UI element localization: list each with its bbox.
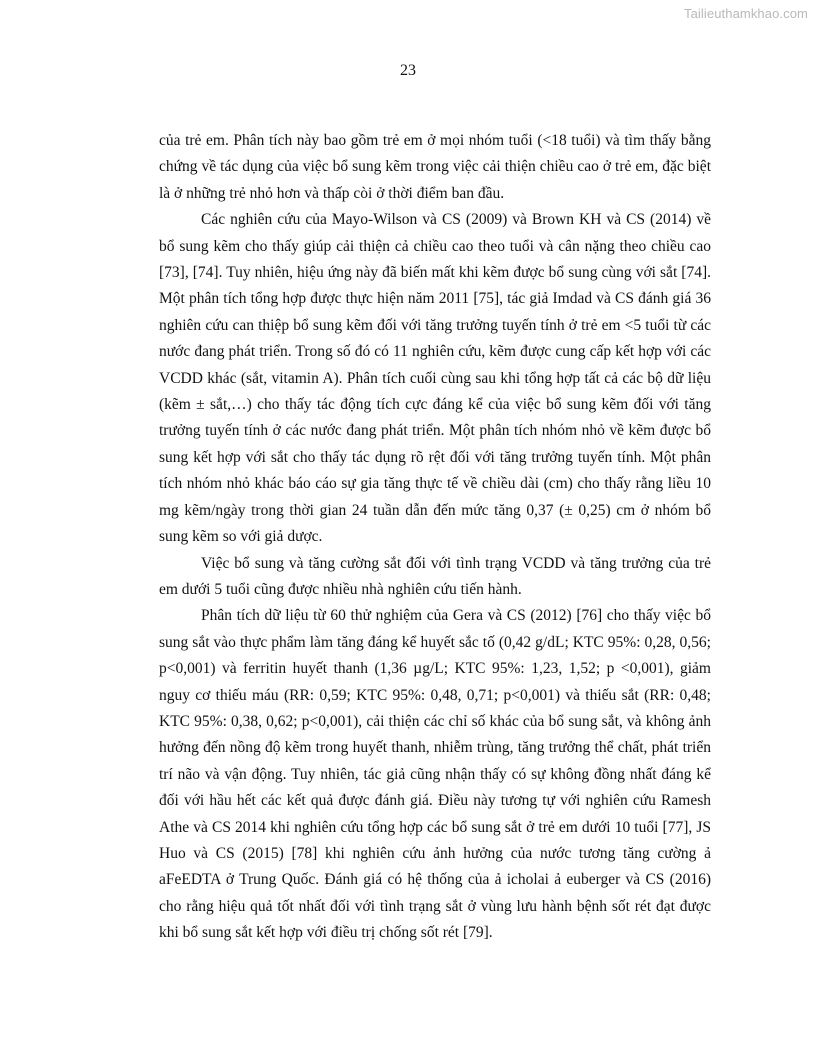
paragraph-1: của trẻ em. Phân tích này bao gồm trẻ em ở mọi nhóm tuổi (<18 tuổi) và tìm thấy bằng chứng về tác dụng của việc bổ sung kẽm trong việc cải thiện chiều cao ở trẻ em, đặc biệt là ở những trẻ nhỏ hơn và thấp còi ở thời điểm ban đầu.: [159, 132, 711, 202]
paragraph-3: Việc bổ sung và tăng cường sắt đối với tình trạng VCDD và tăng trưởng của trẻ em dưới 5 tuổi cũng được nhiều nhà nghiên cứu tiến hành.: [159, 554, 711, 598]
page-number: 23: [400, 62, 416, 79]
paragraph-2: Các nghiên cứu của Mayo-Wilson và CS (2009) và Brown KH và CS (2014) về bổ sung kẽm cho thấy giúp cải thiện cả chiều cao theo tuổi và cân nặng theo chiều cao [73], [74]. Tuy nhiên, hiệu ứng này đã biến mất khi kẽm được bổ sung cùng với sắt [74]. Một phân tích tổng hợp được thực hiện năm 2011 [75], tác giả Imdad và CS đánh giá 36 nghiên cứu can thiệp bổ sung kẽm đối với tăng trưởng tuyến tính ở trẻ em <5 tuổi từ các nước đang phát triển. Trong số đó có 11 nghiên cứu, kẽm được cung cấp kết hợp với các VCDD khác (sắt, vitamin A). Phân tích cuối cùng sau khi tổng hợp tất cả các bộ dữ liệu (kẽm ± sắt,…) cho thấy tác động tích cực đáng kể của việc bổ sung kẽm đối với tăng trưởng tuyến tính ở các nước đang phát triển. Một phân tích nhóm nhỏ về kẽm được bổ sung kết hợp với sắt cho thấy tác dụng rõ rệt đối với tăng trưởng tuyến tính. Một phân tích nhóm nhỏ khác báo cáo sự gia tăng thực tế về chiều dài (cm) cho thấy rằng liều 10 mg kẽm/ngày trong thời gian 24 tuần dẫn đến mức tăng 0,37 (± 0,25) cm ở nhóm bổ sung kẽm so với giả dược.: [159, 211, 711, 546]
paragraph-4: Phân tích dữ liệu từ 60 thử nghiệm của Gera và CS (2012) [76] cho thấy việc bổ sung sắt vào thực phẩm làm tăng đáng kể huyết sắc tố (0,42 g/dL; KTC 95%: 0,28, 0,56; p<0,001) và ferritin huyết thanh (1,36 µg/L; KTC 95%: 1,23, 1,52; p <0,001), giảm nguy cơ thiếu máu (RR: 0,59; KTC 95%: 0,48, 0,71; p<0,001) và thiếu sắt (RR: 0,48; KTC 95%: 0,38, 0,62; p<0,001), cải thiện các chỉ số khác của bổ sung sắt, và không ảnh hưởng đến nồng độ kẽm trong huyết thanh, nhiễm trùng, tăng trưởng thể chất, phát triển trí não và vận động. Tuy nhiên, tác giả cũng nhận thấy có sự không đồng nhất đáng kể đối với hầu hết các kết quả được đánh giá. Điều này tương tự với nghiên cứu Ramesh Athe và CS 2014 khi nghiên cứu tổng hợp các bổ sung sắt ở trẻ em dưới 10 tuổi [77], JS Huo và CS (2015) [78] khi nghiên cứu ảnh hưởng của nước tương tăng cường ả aFeEDTA ở Trung Quốc. Đánh giá có hệ thống của ả icholai ả euberger và CS (2016) cho rằng hiệu quả tốt nhất đối với tình trạng sắt ở vùng lưu hành bệnh sốt rét đạt được khi bổ sung sắt kết hợp với điều trị chống sốt rét [79].: [159, 607, 711, 942]
watermark: Tailieuthamkhao.com: [683, 6, 808, 21]
document-body: [159, 128, 711, 947]
